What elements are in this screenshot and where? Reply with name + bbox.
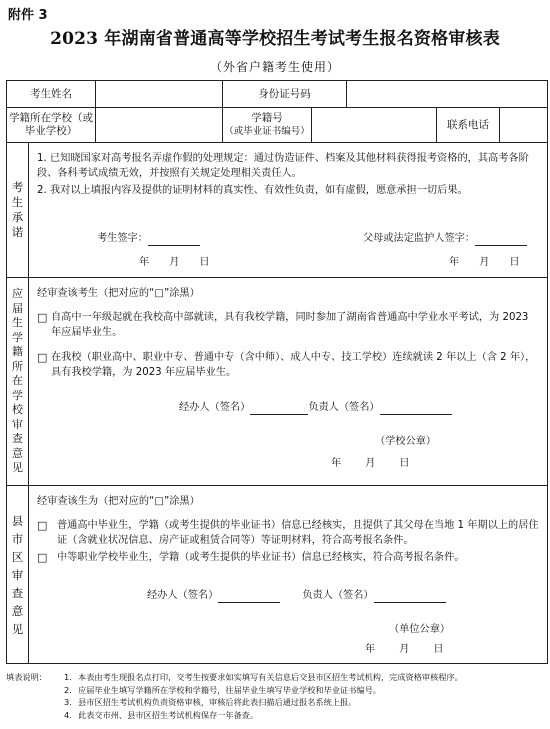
note-item: 2. 应届毕业生填写学籍所在学校和学籍号，往届毕业生填写毕业学校和毕业证书编号。: [64, 684, 381, 695]
county-option-1-checkbox[interactable]: □: [37, 519, 48, 532]
county-option-2: 中等职业学校毕业生，学籍（或考生提供的毕业证书）信息已经核实，符合高考报名条件。: [57, 552, 465, 563]
name-label: 考生姓名: [30, 87, 72, 100]
school-label-line2: 毕业学校）: [24, 125, 78, 137]
id-number-label: 身份证号码: [258, 87, 311, 100]
parent-date: 年 月 日: [449, 257, 520, 268]
county-review-date: 年 月 日: [365, 644, 444, 655]
xueji-label-line1: 学籍号: [251, 112, 283, 124]
county-option-1: 普通高中毕业生，学籍（或考生提供的毕业证书）信息已经核实，且提供了其父母在当地 1 年期以上的居住证（含就业状况信息、房产证或租赁合同等）等证明材料，符合高考报名条件。: [57, 520, 539, 546]
school-seal: （学校公章）: [375, 436, 437, 447]
county-handler-row: [147, 588, 446, 603]
xueji-field[interactable]: [312, 108, 437, 143]
school-responsible-label: 负责人（签名）: [308, 402, 380, 413]
school-responsible-line[interactable]: [380, 414, 452, 415]
pledge-content: [29, 143, 548, 278]
student-sign-label: 考生签字：: [97, 233, 148, 244]
county-seal: （单位公章）: [389, 624, 451, 635]
pledge-item-1: 1. 已知晓国家对高考报名弄虚作假的处理规定：通过伪造证件、档案及其他材料获得报考资格的，其高考各阶段、各科考试成绩无效，并按照有关规定处理相关责任人。: [37, 153, 529, 179]
phone-label: 联系电话: [447, 118, 489, 131]
county-review-content: [29, 486, 548, 664]
student-sign-row: [97, 231, 200, 246]
county-responsible-line[interactable]: [374, 602, 446, 603]
county-review-intro: 经审查该生为（把对应的“□”涂黑）: [37, 496, 200, 507]
xueji-label-cell: [223, 108, 312, 143]
school-label-line1: 学籍所在学校（或: [9, 112, 93, 124]
student-sign-line[interactable]: [148, 245, 200, 246]
school-handler-row: [179, 400, 452, 415]
school-handler-line[interactable]: [250, 414, 308, 415]
note-item: 4. 此表交市州、县市区招生考试机构保存一年备查。: [64, 709, 259, 720]
name-field[interactable]: [96, 81, 223, 108]
notes-list: [64, 671, 463, 721]
name-label-cell: [7, 81, 96, 108]
county-handler-label: 经办人（签名）: [147, 590, 219, 601]
county-option-2-checkbox[interactable]: □: [37, 551, 48, 564]
county-review-section-label: 县 市 区 审 查 意 见: [7, 486, 29, 664]
pledge-section-label: 考 生 承 诺: [7, 143, 29, 278]
parent-sign-line[interactable]: [475, 245, 527, 246]
school-review-section-label: 应 届 生 学 籍 所 在 学 校 审 查 意 见: [7, 278, 29, 486]
school-review-date: 年 月 日: [331, 458, 410, 469]
review-form-table: [6, 80, 548, 664]
school-option-2-checkbox[interactable]: □: [37, 351, 48, 364]
note-item: 1. 本表由考生现报名点打印，交考生按要求如实填写有关信息后交县市区招生考试机构，完成资格审核程序。: [64, 672, 463, 682]
pledge-item-2: 2. 我对以上填报内容及提供的证明材料的真实性、有效性负责，如有虚假，愿意承担一切后果。: [37, 185, 468, 196]
attachment-label: 附件 3: [8, 8, 48, 23]
county-handler-line[interactable]: [218, 602, 280, 603]
student-date: 年 月 日: [139, 257, 210, 268]
phone-cell: [437, 108, 548, 143]
parent-sign-label: 父母或法定监护人签字：: [363, 233, 476, 244]
notes-label: 填表说明：: [6, 672, 47, 682]
phone-field[interactable]: [499, 108, 547, 142]
school-field[interactable]: [96, 108, 223, 143]
form-subtitle: （外省户籍考生使用）: [209, 60, 340, 74]
county-responsible-label: 负责人（签名）: [302, 590, 374, 601]
school-label-cell: [7, 108, 96, 143]
school-option-2: 在我校（职业高中、职业中专、普通中专（含中师）、成人中专、技工学校）连续就读 2 年以上（含 2 年），具有我校学籍，为 2023 年应届毕业生。: [51, 352, 536, 378]
school-review-content: [29, 278, 548, 486]
id-number-field[interactable]: [347, 81, 548, 108]
school-option-1: 自高中一年级起就在我校高中部就读，具有我校学籍，同时参加了湖南省普通高中学业水平考试，为 2023 年应届毕业生。: [51, 312, 529, 338]
parent-sign-row: [363, 231, 527, 246]
school-review-intro: 经审查该考生（把对应的“□”涂黑）: [37, 288, 200, 299]
xueji-label-line2: （或毕业证书编号）: [224, 126, 310, 137]
id-label-cell: [223, 81, 347, 108]
form-title: 2023 年湖南省普通高等学校招生考试考生报名资格审核表: [50, 29, 500, 49]
note-item: 3. 县市区招生考试机构负责资格审核，审核后将此表扫描后通过报名系统上报。: [64, 697, 357, 707]
school-option-1-checkbox[interactable]: □: [37, 311, 48, 324]
school-handler-label: 经办人（签名）: [179, 402, 251, 413]
